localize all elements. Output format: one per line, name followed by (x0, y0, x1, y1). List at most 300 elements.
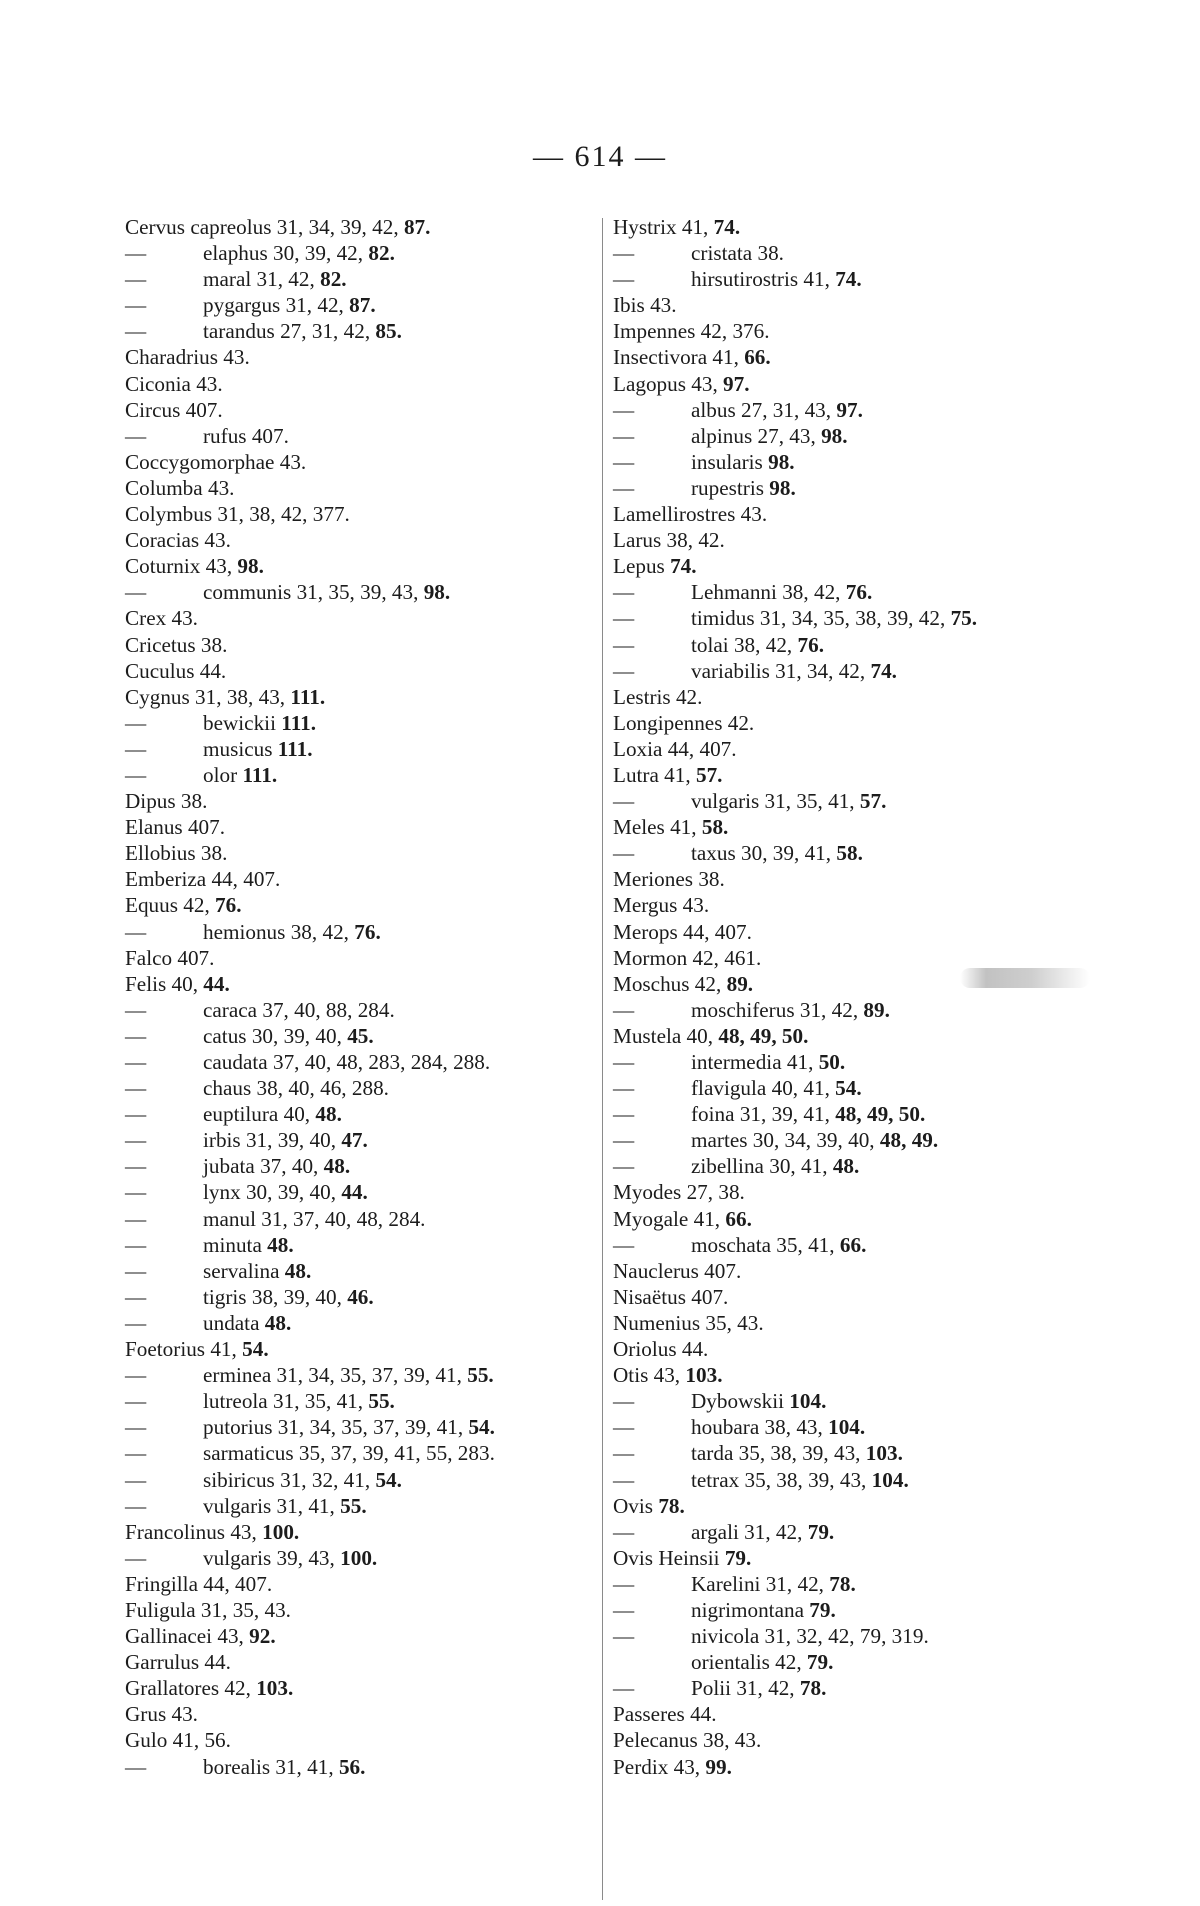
entry-text: Mergus 43. (613, 893, 710, 918)
entry-main-page: 104. (789, 1389, 827, 1414)
entry-text: manul 31, 37, 40, 48, 284. (203, 1206, 426, 1231)
entry-main-page: 57. (695, 762, 723, 787)
entry-text: Cervus capreolus 31, 34, 39, 42, (125, 215, 404, 239)
entry-dash: — (125, 1363, 147, 1388)
entry-text: Insectivora 41, (613, 345, 745, 370)
entry-dash: — (125, 1232, 147, 1257)
index-entry (125, 371, 605, 397)
entry-main-page: 79. (724, 1545, 752, 1570)
index-entry (613, 266, 1113, 292)
index-entry (613, 1727, 1113, 1753)
index-entry (613, 1206, 1113, 1232)
index-entry (125, 423, 605, 449)
entry-dash: — (613, 1154, 635, 1179)
entry-dash: — (125, 1545, 147, 1570)
entry-text: erminea 31, 34, 35, 37, 39, 41, (203, 1363, 468, 1388)
entry-main-page: 55. (467, 1363, 494, 1388)
entry-text: Grus 43. (125, 1702, 198, 1727)
entry-text: alpinus 27, 43, (691, 423, 822, 448)
entry-text: Emberiza 44, 407. (125, 867, 281, 892)
index-entry (125, 1336, 605, 1362)
entry-text: musicus (203, 736, 278, 761)
entry-dash: — (613, 475, 635, 500)
entry-text: vulgaris 31, 35, 41, (691, 789, 860, 814)
index-entry (613, 788, 1113, 814)
index-entry (125, 240, 605, 266)
entry-dash: — (613, 423, 635, 448)
entry-main-page: 98. (237, 554, 264, 579)
index-entry (613, 919, 1113, 945)
index-entry (613, 527, 1113, 553)
entry-text: undata (203, 1310, 265, 1335)
entry-dash: — (125, 762, 147, 787)
entry-main-page: 76. (797, 632, 825, 657)
entry-text: Felis 40, (125, 971, 204, 996)
index-entry (125, 840, 605, 866)
index-entry (613, 553, 1113, 579)
entry-dash: — (613, 1467, 635, 1492)
entry-text: lynx 30, 39, 40, (203, 1180, 342, 1205)
index-entry (613, 371, 1113, 397)
index-entry (613, 1571, 1113, 1597)
entry-text: rupestris (691, 475, 770, 500)
index-entry (613, 840, 1113, 866)
entry-text: Meles 41, (613, 815, 702, 840)
entry-text: hemionus 38, 42, (203, 919, 355, 944)
entry-main-page: 74. (835, 267, 862, 292)
entry-dash: — (613, 841, 635, 866)
entry-text: Gallinacei 43, (125, 1624, 250, 1649)
entry-text: Mormon 42, 461. (613, 945, 762, 970)
entry-text: irbis 31, 39, 40, (203, 1128, 342, 1153)
index-entry (125, 1127, 605, 1153)
entry-dash: — (125, 1467, 147, 1492)
index-entry (613, 1049, 1113, 1075)
entry-text: Cuculus 44. (125, 658, 227, 683)
index-entry (125, 553, 605, 579)
index-entry (613, 892, 1113, 918)
entry-dash: — (613, 1128, 635, 1153)
index-entry (125, 1493, 605, 1519)
entry-dash: — (125, 1180, 147, 1205)
entry-text: sarmaticus 35, 37, 39, 41, 55, 283. (203, 1441, 495, 1466)
page-number: — 614 — (533, 140, 667, 173)
entry-text: Lamellirostres 43. (613, 502, 768, 527)
entry-main-page: 45. (347, 1023, 374, 1048)
index-entry (125, 1258, 605, 1284)
entry-dash: — (613, 267, 635, 292)
entry-main-page: 78. (799, 1676, 827, 1701)
entry-dash: — (125, 267, 147, 292)
index-entry (613, 1388, 1113, 1414)
entry-text: nigrimontana (691, 1597, 810, 1622)
index-entry (613, 605, 1113, 631)
index-entry (613, 1623, 1113, 1649)
entry-main-page: 48. (267, 1232, 294, 1257)
entry-text: Myogale 41, (613, 1206, 726, 1231)
entry-text: Ibis 43. (613, 293, 677, 318)
index-entry (125, 919, 605, 945)
entry-dash: — (613, 606, 635, 631)
index-entry (125, 1701, 605, 1727)
entry-text: Loxia 44, 407. (613, 736, 737, 761)
entry-dash: — (125, 1284, 147, 1309)
entry-main-page: 56. (338, 1754, 366, 1779)
entry-main-page: 46. (347, 1284, 374, 1309)
entry-dash: — (613, 658, 635, 683)
entry-main-page: 78. (658, 1493, 685, 1518)
entry-dash: — (125, 1415, 147, 1440)
entry-text: tarandus 27, 31, 42, (203, 319, 376, 344)
index-entry (125, 1754, 605, 1780)
index-entry (613, 292, 1113, 318)
index-entry (125, 892, 605, 918)
entry-text: Columba 43. (125, 475, 235, 500)
index-entry (613, 1362, 1113, 1388)
entry-main-page: 82. (368, 241, 395, 266)
entry-text: martes 30, 34, 39, 40, (691, 1128, 880, 1153)
index-entry (613, 475, 1113, 501)
entry-dash: — (613, 1415, 635, 1440)
index-entry (613, 397, 1113, 423)
entry-main-page: 66. (839, 1232, 867, 1257)
entry-text: Longipennes 42. (613, 710, 755, 735)
entry-main-page: 99. (705, 1754, 732, 1779)
entry-main-page: 111. (242, 762, 278, 787)
entry-dash: — (613, 397, 635, 422)
index-entry (613, 1310, 1113, 1336)
entry-text: Cygnus 31, 38, 43, (125, 684, 291, 709)
entry-main-page: 103. (865, 1441, 903, 1466)
entry-text: Fringilla 44, 407. (125, 1571, 273, 1596)
index-entry (613, 1597, 1113, 1623)
entry-main-page: 48, 49. (879, 1128, 939, 1153)
entry-dash: — (613, 789, 635, 814)
entry-main-page: 98. (821, 423, 848, 448)
index-entry (613, 423, 1113, 449)
entry-main-page: 58. (701, 815, 729, 840)
entry-text: Myodes 27, 38. (613, 1180, 745, 1205)
entry-text: Equus 42, (125, 893, 216, 918)
entry-dash: — (125, 580, 147, 605)
index-entry (125, 1623, 605, 1649)
entry-text: Oriolus 44. (613, 1337, 709, 1362)
entry-dash: — (613, 1389, 635, 1414)
entry-text: Gulo 41, 56. (125, 1728, 231, 1753)
entry-main-page: 103. (685, 1363, 723, 1388)
entry-text: Dybowskii (691, 1389, 790, 1414)
entry-text: zibellina 30, 41, (691, 1154, 833, 1179)
entry-text: Nisaëtus 407. (613, 1284, 729, 1309)
entry-text: Coccygomorphae 43. (125, 449, 307, 474)
entry-text: vulgaris 31, 41, (203, 1493, 341, 1518)
index-entry (125, 1023, 605, 1049)
index-entry (125, 1206, 605, 1232)
index-entry (125, 397, 605, 423)
index-entry (125, 1179, 605, 1205)
index-entry (125, 1284, 605, 1310)
index-entry (125, 1675, 605, 1701)
entry-text: moschata 35, 41, (691, 1232, 840, 1257)
entry-text: moschiferus 31, 42, (691, 997, 864, 1022)
entry-main-page: 75. (950, 606, 978, 631)
entry-dash: — (613, 1050, 635, 1074)
entry-text: Ovis Heinsii (613, 1545, 725, 1570)
index-entry (125, 579, 605, 605)
entry-main-page: 98. (769, 475, 796, 500)
entry-dash: — (613, 1571, 635, 1596)
index-entry (125, 1467, 605, 1493)
entry-text: intermedia 41, (691, 1050, 819, 1074)
index-entry (125, 658, 605, 684)
entry-dash: — (613, 1441, 635, 1466)
entry-main-page: 74. (713, 215, 741, 239)
entry-text: Mustela 40, (613, 1023, 719, 1048)
entry-text: Moschus 42, (613, 971, 727, 996)
entry-text: insularis (691, 449, 769, 474)
entry-text: Coturnix 43, (125, 554, 238, 579)
entry-text: Ovis (613, 1493, 659, 1518)
index-entry (613, 866, 1113, 892)
entry-text: vulgaris 39, 43, (203, 1545, 341, 1570)
entry-main-page: 111. (281, 710, 317, 735)
index-entry (613, 449, 1113, 475)
entry-text: bewickii (203, 710, 282, 735)
entry-dash: — (125, 1023, 147, 1048)
entry-dash: — (613, 1076, 635, 1101)
entry-main-page: 111. (277, 736, 313, 761)
entry-text: hirsutirostris 41, (691, 267, 836, 292)
entry-text: caraca 37, 40, 88, 284. (203, 997, 395, 1022)
entry-text: Coracias 43. (125, 528, 231, 553)
entry-text: foina 31, 39, 41, (691, 1102, 836, 1127)
index-entry (125, 971, 605, 997)
entry-dash: — (125, 319, 147, 344)
entry-dash: — (613, 449, 635, 474)
entry-text: Larus 38, 42. (613, 528, 725, 553)
entry-text: Otis 43, (613, 1363, 686, 1388)
index-entry (125, 214, 605, 240)
entry-text: Elanus 407. (125, 815, 226, 840)
index-entry (613, 1675, 1113, 1701)
entry-text: catus 30, 39, 40, (203, 1023, 348, 1048)
entry-text: Grallatores 42, (125, 1676, 257, 1701)
entry-text: Crex 43. (125, 606, 198, 631)
entry-main-page: 104. (828, 1415, 866, 1440)
index-entry (613, 1649, 1113, 1675)
entry-text: sibiricus 31, 32, 41, (203, 1467, 376, 1492)
entry-main-page: 55. (368, 1389, 395, 1414)
entry-text: nivicola 31, 32, 42, 79, 319. (691, 1624, 929, 1649)
index-entry (125, 1414, 605, 1440)
entry-text: Meriones 38. (613, 867, 725, 892)
entry-main-page: 48. (264, 1310, 292, 1335)
index-entry (125, 1545, 605, 1571)
entry-dash: — (125, 1441, 147, 1466)
entry-dash: — (125, 1050, 147, 1074)
index-entry (125, 684, 605, 710)
index-entry (613, 318, 1113, 344)
index-entry (125, 527, 605, 553)
entry-main-page: 87. (349, 293, 376, 318)
entry-dash: — (613, 997, 635, 1022)
entry-text: Colymbus 31, 38, 42, 377. (125, 502, 350, 527)
index-entry (125, 997, 605, 1023)
entry-main-page: 58. (836, 841, 863, 866)
entry-text: minuta (203, 1232, 268, 1257)
entry-text: communis 31, 35, 39, 43, (203, 580, 424, 605)
index-entry (613, 1336, 1113, 1362)
entry-text: Karelini 31, 42, (691, 1571, 830, 1596)
entry-dash: — (125, 997, 147, 1022)
index-entry (125, 1362, 605, 1388)
index-entry (613, 1414, 1113, 1440)
entry-text: Lestris 42. (613, 684, 703, 709)
index-entry (613, 1440, 1113, 1466)
entry-text: chaus 38, 40, 46, 288. (203, 1076, 389, 1101)
entry-dash: — (125, 241, 147, 266)
entry-dash: — (125, 1258, 147, 1283)
entry-dash: — (613, 580, 635, 605)
index-entry (613, 1519, 1113, 1545)
entry-main-page: 54. (375, 1467, 402, 1492)
entry-text: tolai 38, 42, (691, 632, 798, 657)
entry-text: flavigula 40, 41, (691, 1076, 836, 1101)
entry-text: Garrulus 44. (125, 1650, 231, 1675)
entry-dash: — (125, 919, 147, 944)
entry-main-page: 111. (290, 684, 326, 709)
entry-text: Charadrius 43. (125, 345, 250, 370)
index-entry (613, 501, 1113, 527)
entry-text: elaphus 30, 39, 42, (203, 241, 369, 266)
entry-text: Polii 31, 42, (691, 1676, 800, 1701)
index-entry (613, 1493, 1113, 1519)
index-entry (125, 866, 605, 892)
entry-main-page: 103. (256, 1676, 294, 1701)
entry-main-page: 76. (215, 893, 242, 918)
entry-main-page: 44. (203, 971, 230, 996)
entry-text: Lepus (613, 554, 671, 579)
entry-dash: — (125, 1754, 147, 1779)
entry-text: Ellobius 38. (125, 841, 228, 866)
entry-dash: — (613, 1102, 635, 1127)
index-entry (125, 1153, 605, 1179)
index-entry (613, 1127, 1113, 1153)
index-entry (125, 1232, 605, 1258)
entry-main-page: 74. (670, 554, 697, 579)
entry-main-page: 48. (832, 1154, 860, 1179)
entry-main-page: 74. (870, 658, 897, 683)
entry-dash: — (125, 710, 147, 735)
entry-dash: — (613, 1232, 635, 1257)
entry-text: caudata 37, 40, 48, 283, 284, 288. (203, 1050, 491, 1074)
index-entry (125, 1388, 605, 1414)
entry-text: Lehmanni 38, 42, (691, 580, 846, 605)
index-entry (613, 1284, 1113, 1310)
entry-main-page: 48, 49, 50. (718, 1023, 809, 1048)
index-entry (125, 318, 605, 344)
index-entry (613, 1467, 1113, 1493)
index-entry (613, 344, 1113, 370)
entry-main-page: 87. (403, 215, 431, 239)
entry-text: Lagopus 43, (613, 371, 724, 396)
entry-text: taxus 30, 39, 41, (691, 841, 837, 866)
entry-main-page: 48. (315, 1102, 342, 1127)
entry-text: pygargus 31, 42, (203, 293, 350, 318)
entry-text: olor (203, 762, 243, 787)
entry-main-page: 48, 49, 50. (835, 1102, 926, 1127)
index-entry (125, 475, 605, 501)
entry-text: tigris 38, 39, 40, (203, 1284, 348, 1309)
index-entry (125, 292, 605, 318)
index-entry (613, 240, 1113, 266)
index-entry (125, 710, 605, 736)
entry-text: Pelecanus 38, 43. (613, 1728, 762, 1753)
entry-text: Fuligula 31, 35, 43. (125, 1597, 291, 1622)
entry-main-page: 98. (768, 449, 795, 474)
entry-text: Merops 44, 407. (613, 919, 752, 944)
entry-text: Impennes 42, 376. (613, 319, 770, 344)
index-entry (613, 1101, 1113, 1127)
entry-text: cristata 38. (691, 241, 784, 266)
index-entry (613, 1075, 1113, 1101)
entry-text: Circus 407. (125, 397, 223, 422)
index-entry (125, 1519, 605, 1545)
index-entry (613, 214, 1113, 240)
index-entry (613, 1754, 1113, 1780)
entry-text: borealis 31, 41, (203, 1754, 339, 1779)
index-entry (613, 814, 1113, 840)
entry-text: argali 31, 42, (691, 1519, 808, 1544)
index-entry (125, 945, 605, 971)
entry-main-page: 78. (829, 1571, 856, 1596)
entry-dash: — (125, 1154, 147, 1179)
index-entry (125, 605, 605, 631)
entry-text: maral 31, 42, (203, 267, 321, 292)
entry-main-page: 92. (249, 1624, 276, 1649)
index-entry (613, 632, 1113, 658)
entry-main-page: 54. (835, 1076, 862, 1101)
index-entry (613, 736, 1113, 762)
entry-main-page: 54. (468, 1415, 495, 1440)
entry-dash: — (125, 1389, 147, 1414)
index-entry (613, 1179, 1113, 1205)
entry-main-page: 79. (807, 1519, 835, 1544)
index-entry (613, 1545, 1113, 1571)
entry-main-page: 104. (871, 1467, 909, 1492)
index-entry (125, 1597, 605, 1623)
index-entry (125, 449, 605, 475)
entry-main-page: 57. (859, 789, 887, 814)
index-entry (125, 344, 605, 370)
entry-dash: — (125, 1493, 147, 1518)
index-entry (125, 1727, 605, 1753)
entry-main-page: 47. (341, 1128, 368, 1153)
index-entry (125, 736, 605, 762)
index-entry (613, 579, 1113, 605)
entry-dash: — (613, 1676, 635, 1701)
entry-main-page: 48. (284, 1258, 312, 1283)
entry-text: Dipus 38. (125, 789, 208, 814)
entry-main-page: 79. (809, 1597, 836, 1622)
entry-main-page: 85. (375, 319, 402, 344)
index-entry (613, 945, 1113, 971)
entry-text: Foetorius 41, (125, 1337, 243, 1362)
entry-text: tarda 35, 38, 39, 43, (691, 1441, 866, 1466)
entry-dash: — (125, 736, 147, 761)
entry-main-page: 100. (262, 1519, 300, 1544)
entry-dash: — (125, 1310, 147, 1335)
